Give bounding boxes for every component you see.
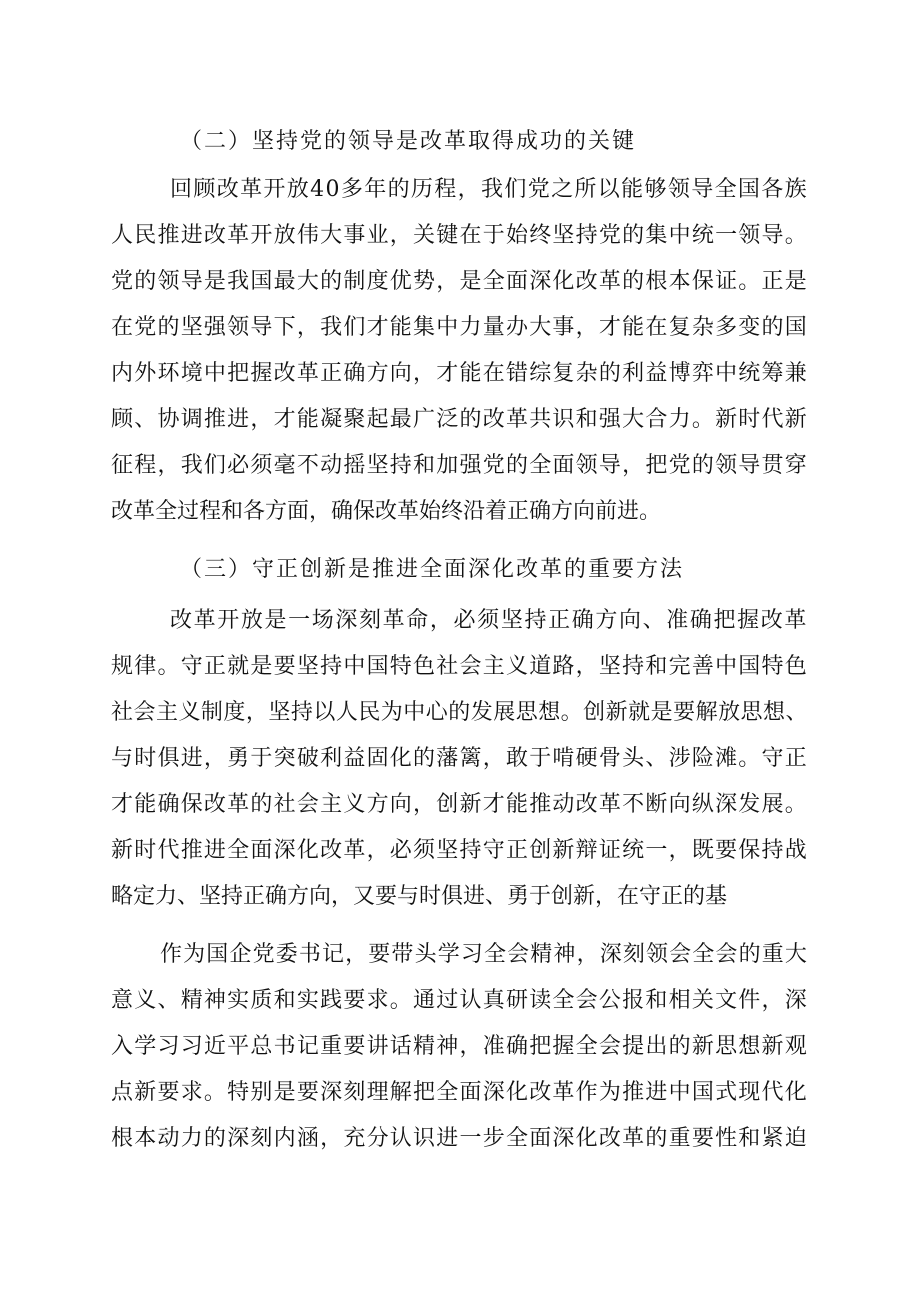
paragraph-line: 点新要求。特别是要深刻理解把全面深化改革作为推进中国式现代化 xyxy=(111,1080,809,1105)
paragraph-line: 作为国企党委书记，要带头学习全会精神，深刻领会全会的重大 xyxy=(160,942,809,967)
paragraph-line: 略定力、坚持正确方向，又要与时俱进、勇于创新，在守正的基 xyxy=(111,884,728,909)
paragraph-line: 回顾改革开放40多年的历程，我们党之所以能够领导全国各族 xyxy=(170,177,808,202)
paragraph-line: 顾、协调推进，才能凝聚起最广泛的改革共识和强大合力。新时代新 xyxy=(111,407,809,432)
section-heading-2: （二）坚持党的领导是改革取得成功的关键 xyxy=(180,129,637,154)
paragraph-line: 在党的坚强领导下，我们才能集中力量办大事，才能在复杂多变的国 xyxy=(111,315,809,340)
paragraph-line: 入学习习近平总书记重要讲话精神，准确把握全会提出的新思想新观 xyxy=(111,1034,809,1059)
paragraph-line: 党的领导是我国最大的制度优势，是全面深化改革的根本保证。正是 xyxy=(111,269,809,294)
paragraph-line: 新时代推进全面深化改革，必须坚持守正创新辩证统一，既要保持战 xyxy=(111,838,809,863)
paragraph-line: 人民推进改革开放伟大事业，关键在于始终坚持党的集中统一领导。 xyxy=(111,223,809,248)
paragraph-line: 根本动力的深刻内涵，充分认识进一步全面深化改革的重要性和紧迫 xyxy=(111,1126,809,1151)
paragraph-line: 改革全过程和各方面，确保改革始终沿着正确方向前进。 xyxy=(111,499,662,524)
paragraph-line: 才能确保改革的社会主义方向，创新才能推动改革不断向纵深发展。 xyxy=(111,792,809,817)
section-heading-3: （三）守正创新是推进全面深化改革的重要方法 xyxy=(180,557,685,582)
paragraph-line: 征程，我们必须毫不动摇坚持和加强党的全面领导，把党的领导贯穿 xyxy=(111,453,809,478)
paragraph-line: 规律。守正就是要坚持中国特色社会主义道路，坚持和完善中国特色 xyxy=(111,654,809,679)
paragraph-line: 与时俱进，勇于突破利益固化的藩篱，敢于啃硬骨头、涉险滩。守正 xyxy=(111,746,809,771)
paragraph-line: 改革开放是一场深刻革命，必须坚持正确方向、准确把握改革 xyxy=(170,608,809,633)
paragraph-line: 意义、精神实质和实践要求。通过认真研读全会公报和相关文件，深 xyxy=(111,988,809,1013)
paragraph-line: 内外环境中把握改革正确方向，才能在错综复杂的利益博弈中统筹兼 xyxy=(111,361,809,386)
paragraph-line: 社会主义制度，坚持以人民为中心的发展思想。创新就是要解放思想、 xyxy=(111,700,809,725)
